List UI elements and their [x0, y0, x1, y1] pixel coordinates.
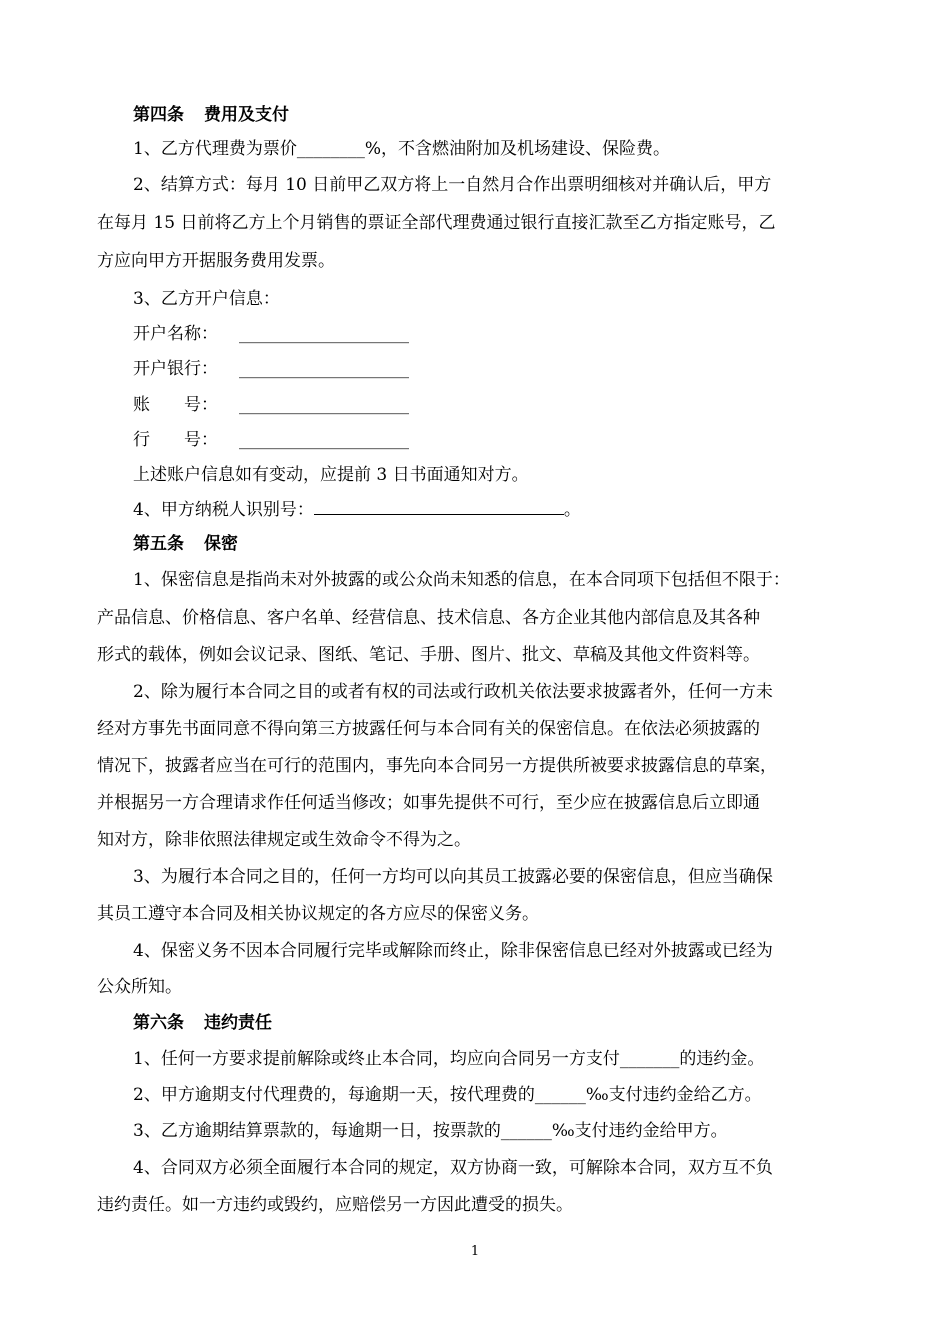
account-number-blank: ____________________: [239, 395, 409, 415]
article4-number: 第四条: [133, 105, 184, 125]
article4-clause2-line2: 在每月 15 日前将乙方上个月销售的票证全部代理费通过银行直接汇款至乙方指定账号，乙: [97, 213, 776, 233]
article5-clause1-line3: 形式的载体，例如会议记录、图纸、笔记、手册、图片、批文、草稿及其他文件资料等。: [97, 645, 760, 665]
article4-clause3-title: 3、乙方开户信息：: [133, 289, 280, 309]
article4-clause4: 4、甲方纳税人识别号： 。: [133, 500, 581, 520]
fee-percent-blank: ________: [296, 139, 365, 159]
page-number: 1: [470, 1244, 480, 1259]
party-a-penalty-rate-blank: ______: [534, 1085, 586, 1105]
article4-clause2-line1: 2、结算方式：每月 10 日前甲乙双方将上一自然月合作出票明细核对并确认后，甲方: [133, 175, 772, 195]
article6-clause4-line1: 4、合同双方必须全面履行本合同的规定，双方协商一致，可解除本合同，双方互不负: [133, 1158, 773, 1178]
article5-clause4-line2: 公众所知。: [97, 977, 182, 997]
account-change-note: 上述账户信息如有变动，应提前 3 日书面通知对方。: [133, 465, 529, 485]
article5-clause1-line2: 产品信息、价格信息、客户名单、经营信息、技术信息、各方企业其他内部信息及其各种: [97, 608, 760, 628]
article6-number: 第六条: [133, 1013, 184, 1033]
account-bank-blank: ____________________: [239, 359, 409, 379]
bank-code-blank: ____________________: [239, 430, 409, 450]
article4-title: 费用及支付: [204, 105, 289, 125]
penalty-amount-blank: _______: [619, 1049, 680, 1069]
article5-heading: [133, 532, 238, 556]
article5-clause1-line1: 1、保密信息是指尚未对外披露的或公众尚未知悉的信息，在本合同项下包括但不限于：: [133, 570, 790, 590]
article4-clause2-line3: 方应向甲方开据服务费用发票。: [97, 251, 335, 271]
article6-clause2: 2、甲方逾期支付代理费的，每逾期一天，按代理费的______‰支付违约金给乙方。: [133, 1085, 762, 1105]
article5-clause3-line2: 其员工遵守本合同及相关协议规定的各方应尽的保密义务。: [97, 904, 539, 924]
account-name-blank: ____________________: [239, 324, 409, 344]
bank-code-field: 行 号： ____________________: [133, 430, 409, 450]
article5-clause4-line1: 4、保密义务不因本合同履行完毕或解除而终止，除非保密信息已经对外披露或已经为: [133, 941, 773, 961]
article4-heading: [133, 103, 289, 127]
article5-clause2-line5: 知对方，除非依照法律规定或生效命令不得为之。: [97, 830, 471, 850]
account-name-field: 开户名称： ____________________: [133, 324, 409, 344]
article4-clause1: 1、乙方代理费为票价________%，不含燃油附加及机场建设、保险费。: [133, 139, 670, 159]
article5-clause3-line1: 3、为履行本合同之目的，任何一方均可以向其员工披露必要的保密信息，但应当确保: [133, 867, 773, 887]
article5-clause2-line2: 经对方事先书面同意不得向第三方披露任何与本合同有关的保密信息。在依法必须披露的: [97, 719, 760, 739]
article5-clause2-line1: 2、除为履行本合同之目的或者有权的司法或行政机关依法要求披露者外，任何一方未: [133, 682, 773, 702]
article5-clause2-line3: 情况下，披露者应当在可行的范围内，事先向本合同另一方提供所被要求披露信息的草案，: [97, 756, 777, 776]
article6-clause3: 3、乙方逾期结算票款的，每逾期一日，按票款的______‰支付违约金给甲方。: [133, 1121, 728, 1141]
article6-clause1: 1、任何一方要求提前解除或终止本合同，均应向合同另一方支付_______的违约金。: [133, 1049, 765, 1069]
article6-title: 违约责任: [204, 1013, 272, 1033]
article6-clause4-line2: 违约责任。如一方违约或毁约，应赔偿另一方因此遭受的损失。: [97, 1195, 573, 1215]
article6-heading: [133, 1011, 272, 1035]
account-number-field: 账 号： ____________________: [133, 395, 409, 415]
party-b-penalty-rate-blank: ______: [500, 1121, 552, 1141]
article5-title: 保密: [204, 534, 238, 554]
account-bank-field: 开户银行： ____________________: [133, 359, 409, 379]
article5-clause2-line4: 并根据另一方合理请求作任何适当修改；如事先提供不可行，至少应在披露信息后立即通: [97, 793, 760, 813]
article5-number: 第五条: [133, 534, 184, 554]
taxpayer-id-blank: [314, 498, 564, 515]
